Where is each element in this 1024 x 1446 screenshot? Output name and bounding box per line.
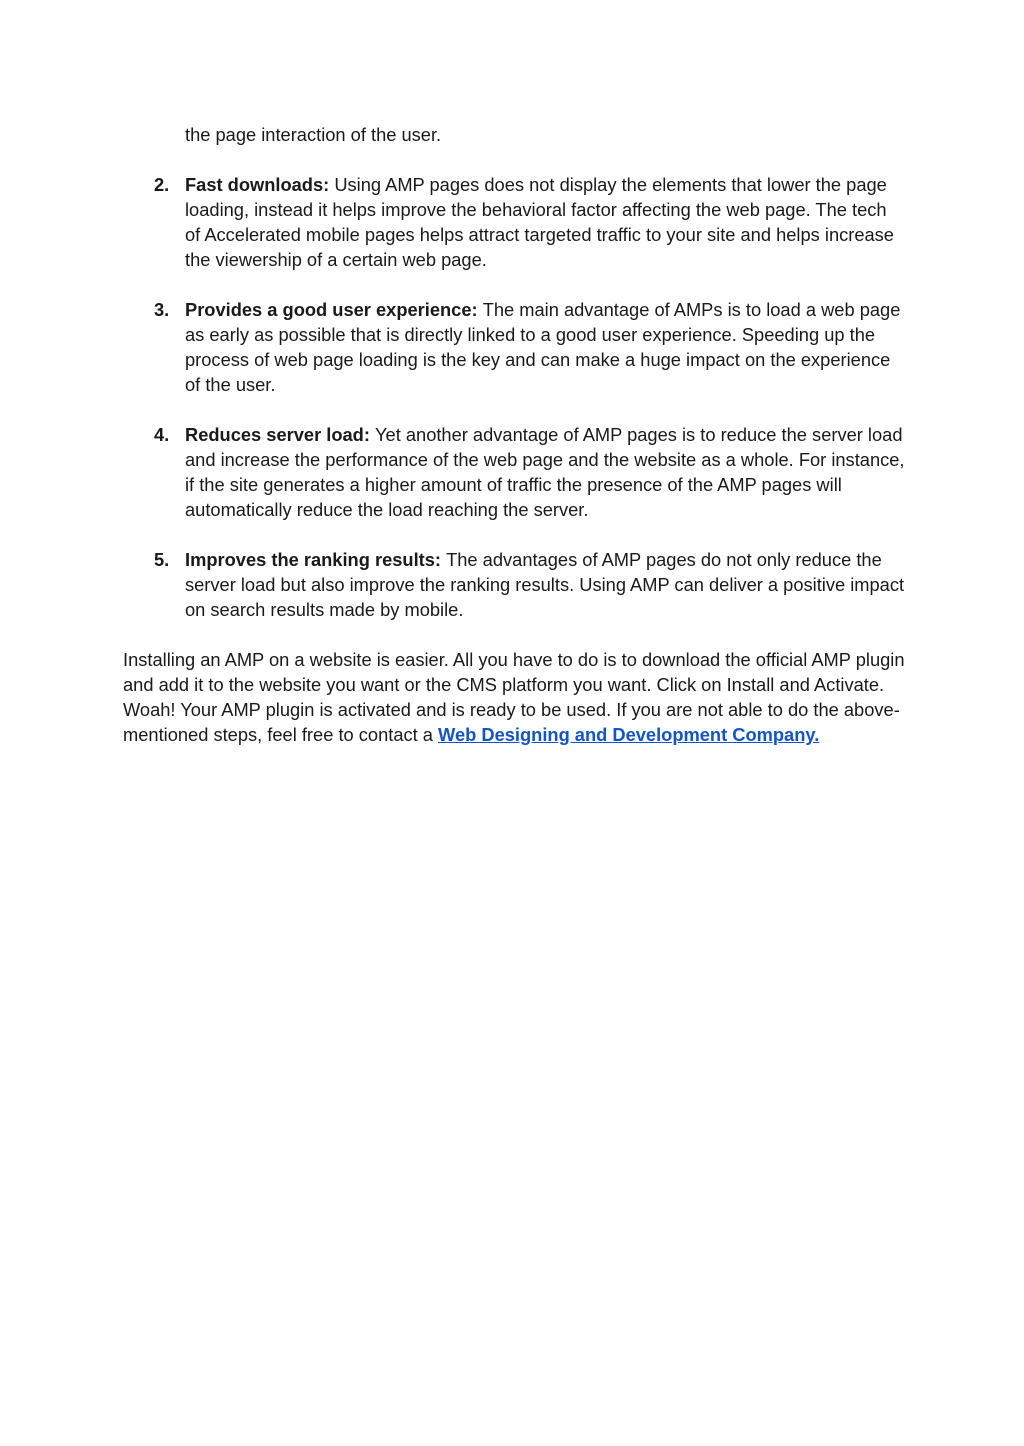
list-item <box>154 547 906 622</box>
list-item-heading: Fast downloads: <box>185 174 335 195</box>
list-item-body: Using AMP pages does not display the elements that lower the page loading, instead it helps improve the behavioral factor affecting the web page. The tech of Accelerated mobile pages helps attract targeted traffic to your site and helps increase the viewership of a certain web page. <box>185 174 894 270</box>
closing-paragraph <box>123 647 905 747</box>
company-link[interactable]: Web Designing and Development Company. <box>438 724 820 745</box>
list-item <box>154 172 906 272</box>
list-item-number: 5. <box>154 549 170 570</box>
closing-paragraph-text: Installing an AMP on a website is easier. All you have to do is to download the official AMP plugin and add it to the website you want or the CMS platform you want. Click on Install and Activate. Woah! Your AMP plugin is activated and is ready to be used. If you are not able to do the above-mentioned steps, feel free to contact a <box>123 649 905 745</box>
list-item <box>154 297 906 397</box>
list-item-number: 3. <box>154 299 170 320</box>
list-item-number: 2. <box>154 174 170 195</box>
list-item-heading: Improves the ranking results: <box>185 549 447 570</box>
list-item-heading: Provides a good user experience: <box>185 299 483 320</box>
list-item <box>154 422 906 522</box>
list-item-number: 4. <box>154 424 170 445</box>
continuation-text: the page interaction of the user. <box>185 124 442 145</box>
advantages-list <box>154 172 906 647</box>
list-item-body: The advantages of AMP pages do not only reduce the server load but also improve the ranking results. Using AMP can deliver a positive impact on search results made by mobile. <box>185 549 905 620</box>
list-item-body: Yet another advantage of AMP pages is to reduce the server load and increase the performance of the web page and the website as a whole. For instance, if the site generates a higher amount of traffic the presence of the AMP pages will automatically reduce the load reaching the server. <box>185 424 905 520</box>
list-item-body: The main advantage of AMPs is to load a web page as early as possible that is directly linked to a good user experience. Speeding up the process of web page loading is the key and can make a huge impact on the experience of the user. <box>185 299 901 395</box>
list-item-heading: Reduces server load: <box>185 424 376 445</box>
